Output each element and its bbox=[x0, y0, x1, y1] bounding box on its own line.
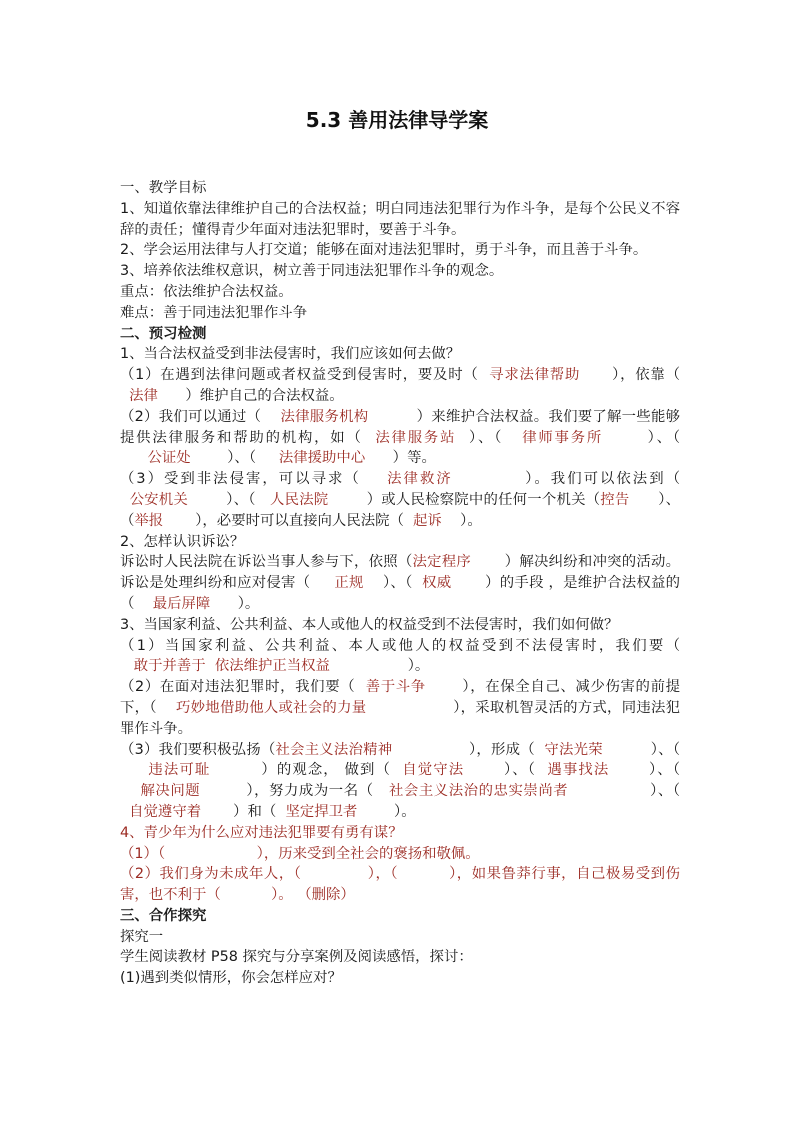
answer: 正规 bbox=[310, 575, 383, 592]
answer: 遇事找法 bbox=[536, 762, 650, 779]
answer: 善于斗争 bbox=[355, 679, 463, 696]
text-span: ）或人民检察院中的任何一个机关（ bbox=[366, 491, 601, 508]
q2-para bbox=[120, 552, 680, 614]
q1-para-3 bbox=[120, 469, 680, 531]
text-span: （2）我们身为未成年人，（ bbox=[120, 866, 302, 883]
answer: 控告 bbox=[600, 491, 659, 508]
explore-text: 学生阅读教材 P58 探究与分享案例及阅读感悟，探讨： bbox=[120, 949, 473, 966]
text-span: （2）我们可以通过（ bbox=[120, 408, 262, 425]
text-span: ）解决纠纷和冲突的活动。诉讼是处理纠纷和应对侵害（ bbox=[120, 554, 680, 592]
text-span: ）来维护合法权益。我们要了解一些能够提供法律服务和帮助的机构，如（ bbox=[120, 408, 680, 446]
text-span: ）。 bbox=[407, 658, 430, 675]
text-span: ）。 bbox=[460, 512, 482, 529]
document-body bbox=[120, 178, 680, 989]
key-point: 重点：依法维护合法权益。 bbox=[120, 283, 293, 300]
answer: 敢于并善于 依法维护正当权益 bbox=[120, 658, 408, 675]
text-span: ），形成（ bbox=[468, 741, 535, 758]
text-span: ），必要时可以直接向人民法院（ bbox=[195, 512, 404, 529]
text-span: ），（ bbox=[367, 866, 399, 883]
text-span: ）、（ bbox=[649, 762, 680, 779]
answer: 法律 bbox=[120, 387, 186, 404]
explore-sub: 探究一 bbox=[120, 928, 164, 945]
answer: 律师事务所 bbox=[503, 429, 648, 446]
q1-para-2 bbox=[120, 407, 680, 469]
answer: 公安机关 bbox=[120, 491, 227, 508]
goal-3: 3、培养依法维权意识，树立善于同违法犯罪作斗争的观念。 bbox=[120, 263, 504, 280]
q3-para-3 bbox=[120, 740, 680, 823]
text-span: ），依靠（ bbox=[612, 367, 680, 384]
text-span: ）。 bbox=[394, 803, 416, 820]
q4-para-1 bbox=[120, 844, 680, 865]
text-span: ）、（ bbox=[227, 450, 256, 467]
blank bbox=[221, 887, 271, 903]
text-span: ），努力成为一名（ bbox=[246, 783, 374, 800]
text-span: ）、（ bbox=[120, 491, 680, 529]
answer: 自觉遵守着 bbox=[120, 803, 234, 820]
answer: 法定程序 bbox=[412, 554, 505, 571]
answer: 社会主义法治精神 bbox=[275, 741, 469, 758]
answer: 巧妙地借助他人或社会的力量 bbox=[156, 699, 454, 716]
text-span: ），如果鲁莽行事，自己极易受到伤害，也不利于（ bbox=[120, 866, 680, 904]
answer: 起诉 bbox=[403, 512, 461, 529]
text-span: ）的手段 ，是维护合法权益的（ bbox=[120, 575, 681, 612]
text-span: ）、（ bbox=[650, 741, 680, 758]
answer: 人民法院 bbox=[255, 491, 367, 508]
text-span: （3）我们要积极弘扬（ bbox=[120, 741, 276, 758]
text-span: ）。 bbox=[237, 595, 260, 612]
text-span: ）、（ bbox=[503, 762, 537, 779]
text-span: ）的观念， 做到（ bbox=[261, 762, 391, 779]
text-span: （3）受到非法侵害，可以寻求（ bbox=[120, 471, 361, 488]
text-span: ），采取机智灵活的方式，同违法犯罪作斗争。 bbox=[120, 699, 681, 737]
text-span: ）维护自己的合法权益。 bbox=[185, 387, 344, 404]
text-span: ）、（ bbox=[468, 429, 504, 446]
section-heading-preview: 二、预习检测 bbox=[120, 325, 207, 342]
q4-para-2 bbox=[120, 864, 680, 906]
q3-para-2 bbox=[120, 677, 680, 739]
blank bbox=[301, 866, 367, 882]
goal-2: 2、学会运用法律与人打交道；能够在面对违法犯罪时，勇于斗争，而且善于斗争。 bbox=[120, 242, 648, 259]
text-span: ），在保全自己、减少伤害的前提下，（ bbox=[120, 679, 680, 716]
answer: 守法光荣 bbox=[534, 741, 651, 758]
q3-para-1 bbox=[120, 636, 680, 678]
section-heading-explore: 三、合作探究 bbox=[120, 907, 207, 924]
text-span: ）。我们可以依法到（ bbox=[525, 471, 680, 488]
answer: 社会主义法治的忠实崇尚者 bbox=[373, 783, 651, 800]
explore-question-1: (1)遇到类似情形，你会怎样应对？ bbox=[120, 970, 342, 987]
text-span: ）、（ bbox=[647, 429, 680, 446]
section-heading-goals: 一、教学目标 bbox=[120, 180, 207, 196]
text-span: ）等。 bbox=[392, 450, 436, 467]
answer: 法律服务站 bbox=[362, 429, 469, 446]
text-span: ）、（ bbox=[226, 491, 256, 508]
q1-para-1 bbox=[120, 365, 680, 407]
question-4: 4、青少年为什么应对违法犯罪要有勇有谋？ bbox=[120, 824, 403, 841]
question-1: 1、当合法权益受到非法侵害时，我们应该如何去做？ bbox=[120, 346, 461, 363]
text-span: （1）当国家利益、公共利益、本人或他人的权益受到不法侵害时，我们要（ bbox=[120, 637, 680, 654]
text-span: （1）（ bbox=[120, 845, 166, 862]
text-span: （1）在遇到法律问题或者权益受到侵害时，要及时（ bbox=[120, 367, 479, 384]
page-title: 5.3 善用法律导学案 bbox=[305, 108, 489, 132]
text-span: ），历来受到全社会的褒扬和敬佩。 bbox=[256, 845, 480, 862]
answer: 法律援助中心 bbox=[256, 450, 393, 467]
text-span: ）。 （删除） bbox=[271, 887, 355, 904]
text-span: （2）在面对违法犯罪时，我们要（ bbox=[120, 679, 356, 696]
text-span: ）、（ bbox=[382, 575, 413, 592]
difficult-point: 难点：善于同违法犯罪作斗争 bbox=[120, 304, 308, 321]
text-span: ）、（ bbox=[650, 783, 680, 800]
text-span: 诉讼时人民法院在诉讼当事人参与下，依照（ bbox=[120, 554, 413, 571]
text-span: ）和（ bbox=[233, 803, 277, 820]
answer: 坚定捍卫者 bbox=[276, 803, 395, 820]
answer: 寻求法律帮助 bbox=[478, 367, 613, 384]
answer: 解决问题 bbox=[120, 783, 247, 800]
blank bbox=[165, 846, 257, 862]
answer: 公证处 bbox=[120, 450, 228, 467]
blank bbox=[398, 866, 449, 882]
answer: 举报 bbox=[134, 512, 196, 529]
goal-1: 1、知道依靠法律维护自己的合法权益；明白同违法犯罪行为作斗争，是每个公民义不容辞的责任；懂得青少年面对违法犯罪时，要善于斗争。 bbox=[120, 200, 680, 238]
answer: 法律服务机构 bbox=[261, 408, 417, 425]
question-2: 2、怎样认识诉讼？ bbox=[120, 533, 245, 550]
answer: 最后屏障 bbox=[134, 595, 238, 612]
answer: 违法可耻 bbox=[120, 762, 262, 779]
answer: 权威 bbox=[412, 575, 486, 592]
question-3: 3、当国家利益、公共利益、本人或他人的权益受到不法侵害时，我们如何做？ bbox=[120, 616, 619, 633]
answer: 法律救济 bbox=[360, 471, 526, 488]
answer: 自觉守法 bbox=[390, 762, 504, 779]
